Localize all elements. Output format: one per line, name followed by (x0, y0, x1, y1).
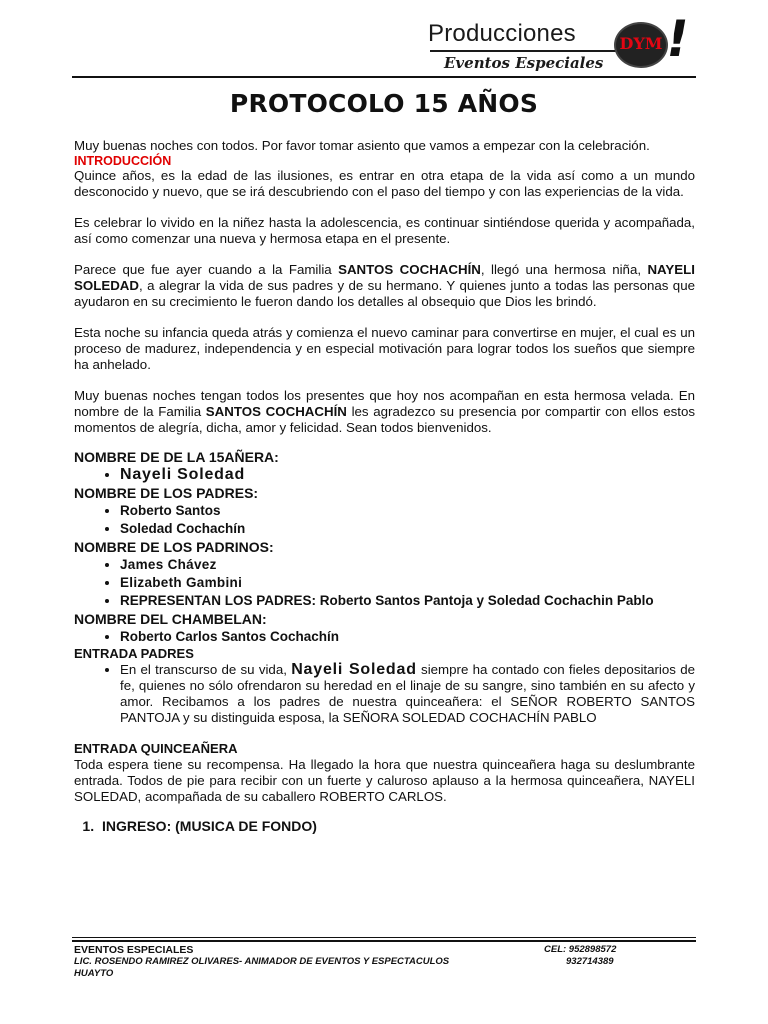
document-title: PROTOCOLO 15 AÑOS (229, 89, 539, 118)
list-item: • En el transcurso de su vida, Nayeli Soledad siempre ha contado con fieles depositarios de fe, quienes no sólo ofrendaron su heredad en el linaje de su sangre, sino también en su afecto y amor. Recibamos a los padres de nuestra quinceañera: el SEÑOR ROBERTO SANTOS PANTOJA y su distinguida esposa, la SEÑORA SOLEDAD COCHACHÍN PABLO (120, 662, 695, 726)
list-item: • Nayeli Soledad (120, 466, 695, 484)
paragraph-3: Parece que fue ayer cuando a la Familia SANTOS COCHACHÍN, llegó una hermosa niña, NAYELI SOLEDAD, a alegrar la vida de sus padres y de su hermano. Y quienes junto a todas las personas que ayudaron en su crecimiento le fueron dando los detalles al obsequio que Dios les brindó. (74, 262, 695, 309)
ingreso-list (74, 817, 695, 835)
entrada-padres-list (74, 662, 695, 726)
footer-divider (72, 937, 696, 938)
intro-heading: INTRODUCCIÓN (74, 154, 172, 168)
list-item: • REPRESENTAN LOS PADRES: Roberto Santos Pantoja y Soledad Cochachin Pablo (120, 592, 695, 610)
padres-heading: NOMBRE DE LOS PADRES: (74, 485, 259, 501)
logo-exclamation: ! (660, 10, 694, 68)
footer-cel-2: 932714389 (566, 956, 614, 967)
entrada-padres-heading: ENTRADA PADRES (74, 646, 194, 661)
company-logo (428, 10, 708, 72)
paragraph-4: Esta noche su infancia queda atrás y comienza el nuevo caminar para convertirse en mujer, el cual es un proceso de madurez, independencia y en especial motivación para lograr todos los sueños que siempre ha anhelado. (74, 325, 695, 372)
padrinos-heading: NOMBRE DE LOS PADRINOS: (74, 539, 274, 555)
logo-brand: Producciones (428, 20, 576, 47)
entrada-quince-text: Toda espera tiene su recompensa. Ha llegado la hora que nuestra quinceañera haga su deslumbrante entrada. Todos de pie para recibir con un fuerte y caluroso aplauso a la hermosa quinceañera, NAYELI SOLEDAD, acompañada de su caballero ROBERTO CARLOS. (74, 757, 695, 804)
list-item: • James Chávez (120, 556, 695, 574)
list-item: • Roberto Santos (120, 502, 695, 520)
logo-badge: DYM (614, 22, 668, 68)
page-footer (74, 944, 698, 980)
logo-underline (430, 50, 620, 52)
padres-list (74, 502, 695, 538)
logo-subtitle: Eventos Especiales (444, 54, 604, 72)
chambelan-heading: NOMBRE DEL CHAMBELAN: (74, 611, 267, 627)
header-divider (72, 76, 696, 78)
paragraph-2: Es celebrar lo vivido en la niñez hasta la adolescencia, es continuar sintiéndose querida y acompañada, así como comenzar una nueva y hermosa etapa en el presente. (74, 215, 695, 246)
paragraph-1: Quince años, es la edad de las ilusiones, es entrar en otra etapa de la vida así como a un mundo desconocido y nuevo, que se irá descubriendo con el paso del tiempo y con las experiencias de la vida. (74, 168, 695, 199)
footer-location: HUAYTO (74, 968, 114, 979)
list-item: • Roberto Carlos Santos Cochachín (120, 628, 695, 646)
quinceanera-list (74, 466, 695, 484)
footer-cel: CEL: 952898572 (544, 944, 617, 955)
quinceanera-heading: NOMBRE DE DE LA 15AÑERA: (74, 449, 279, 465)
chambelan-list (74, 628, 695, 646)
footer-animator: LIC. ROSENDO RAMIREZ OLIVARES- ANIMADOR DE EVENTOS Y ESPECTACULOS (74, 956, 450, 967)
list-item: • Elizabeth Gambini (120, 574, 695, 592)
footer-company: EVENTOS ESPECIALES (74, 944, 194, 956)
list-item: 1. INGRESO: (MUSICA DE FONDO) (98, 817, 695, 835)
paragraph-5: Muy buenas noches tengan todos los presentes que hoy nos acompañan en esta hermosa velada. En nombre de la Familia SANTOS COCHACHÍN les agradezco su presencia por compartir con ellos estos momentos de alegría, dicha, amor y felicidad. Sean todos bienvenidos. (74, 388, 695, 435)
list-item: • Soledad Cochachín (120, 520, 695, 538)
padrinos-list (74, 556, 695, 610)
footer-divider-thick (72, 940, 696, 942)
document-body (74, 138, 695, 835)
entrada-quince-heading: ENTRADA QUINCEAÑERA (74, 741, 238, 756)
greeting: Muy buenas noches con todos. Por favor tomar asiento que vamos a empezar con la celebración. (74, 138, 650, 153)
